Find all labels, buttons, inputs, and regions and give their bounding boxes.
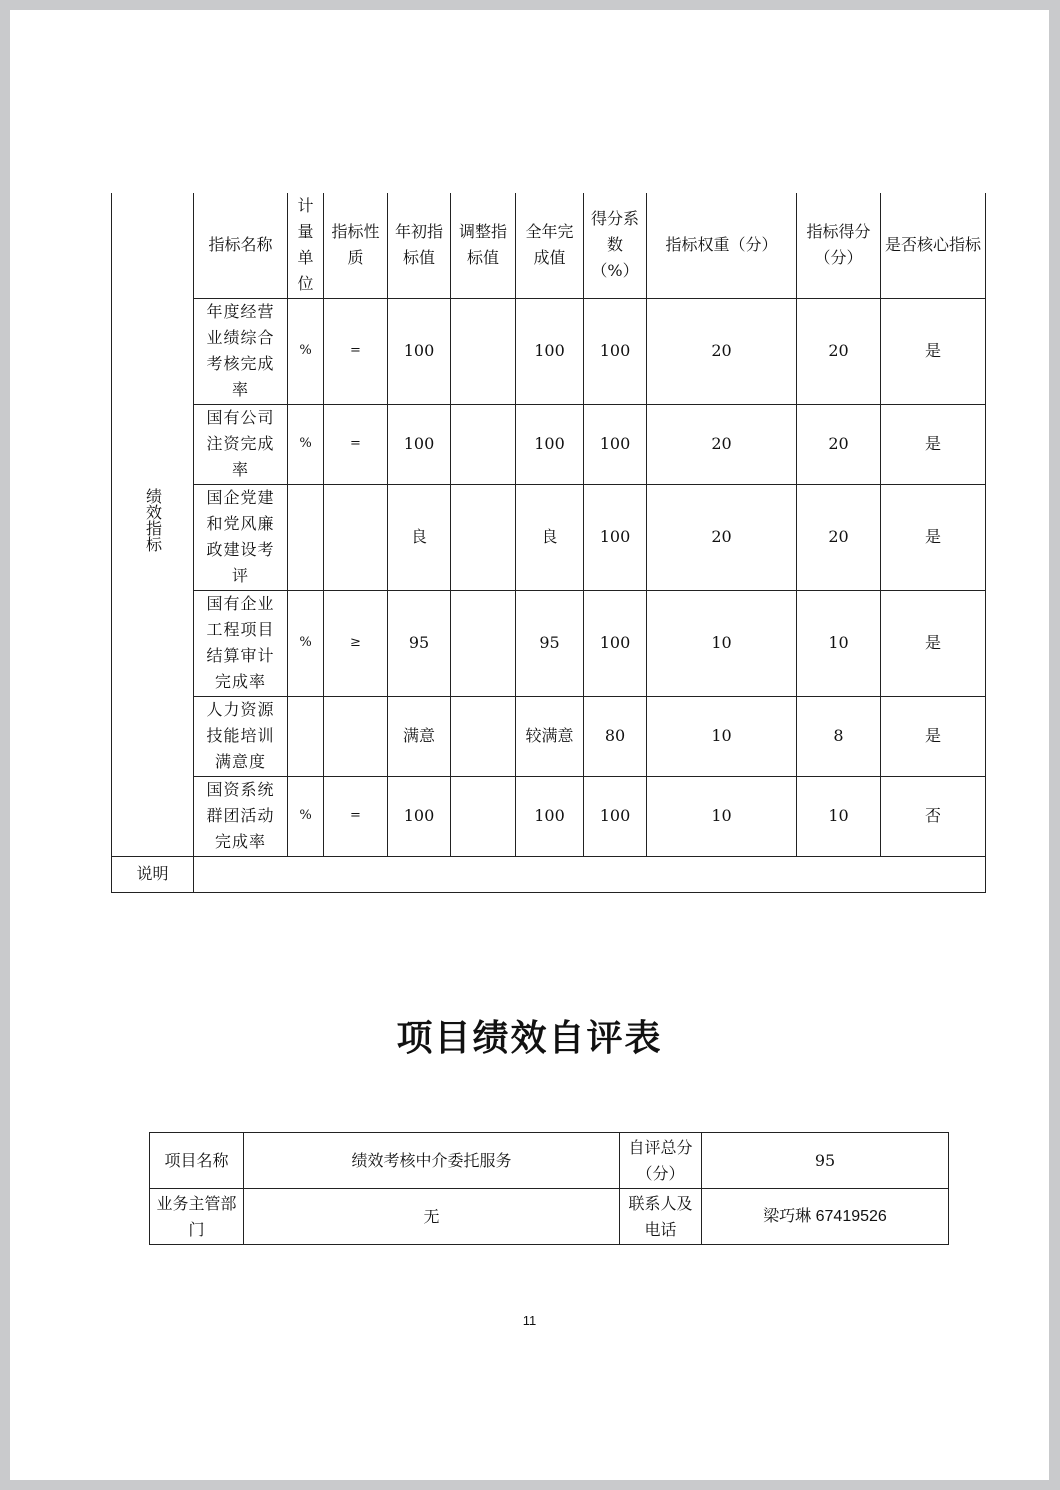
- department-label: 业务主管部门: [150, 1189, 244, 1245]
- header-initial-value: 年初指标值: [388, 193, 451, 298]
- nature-value: =: [324, 298, 388, 404]
- table-row: [112, 590, 986, 696]
- header-actual-value: 全年完成值: [516, 193, 584, 298]
- adjusted-value: [451, 590, 516, 696]
- unit-value: %: [288, 404, 324, 484]
- note-row: [112, 856, 986, 892]
- actual-value: 100: [516, 776, 584, 856]
- self-evaluation-table: [149, 1132, 949, 1245]
- initial-value: 95: [388, 590, 451, 696]
- unit-value: %: [288, 590, 324, 696]
- section-label: 绩效指标: [143, 488, 163, 553]
- coefficient-value: 100: [584, 484, 647, 590]
- header-unit: 计量单位: [288, 193, 324, 298]
- score-value: 10: [797, 776, 881, 856]
- adjusted-value: [451, 776, 516, 856]
- page-number: 11: [522, 1313, 537, 1328]
- initial-value: 100: [388, 404, 451, 484]
- unit-value: [288, 484, 324, 590]
- adjusted-value: [451, 298, 516, 404]
- document-page: [10, 10, 1049, 1480]
- coefficient-value: 100: [584, 776, 647, 856]
- indicator-name: 国有公司注资完成率: [194, 404, 288, 484]
- core-value: 是: [881, 696, 986, 776]
- table-row: [150, 1133, 949, 1189]
- nature-value: [324, 484, 388, 590]
- project-name-value: 绩效考核中介委托服务: [244, 1133, 620, 1189]
- core-value: 是: [881, 404, 986, 484]
- actual-value: 100: [516, 298, 584, 404]
- indicator-name: 国资系统群团活动完成率: [194, 776, 288, 856]
- indicator-name: 国企党建和党风廉政建设考评: [194, 484, 288, 590]
- actual-value: 较满意: [516, 696, 584, 776]
- unit-value: %: [288, 298, 324, 404]
- actual-value: 95: [516, 590, 584, 696]
- header-score: 指标得分（分）: [797, 193, 881, 298]
- contact-value: 梁巧琳 67419526: [702, 1189, 949, 1245]
- note-label: 说明: [112, 856, 194, 892]
- table-row: [150, 1189, 949, 1245]
- weight-value: 10: [647, 776, 797, 856]
- unit-value: %: [288, 776, 324, 856]
- initial-value: 100: [388, 298, 451, 404]
- contact-label: 联系人及电话: [620, 1189, 702, 1245]
- nature-value: =: [324, 404, 388, 484]
- self-score-label: 自评总分（分）: [620, 1133, 702, 1189]
- coefficient-value: 80: [584, 696, 647, 776]
- weight-value: 20: [647, 484, 797, 590]
- project-name-label: 项目名称: [150, 1133, 244, 1189]
- table-row: [112, 484, 986, 590]
- score-value: 20: [797, 484, 881, 590]
- core-value: 是: [881, 484, 986, 590]
- nature-value: [324, 696, 388, 776]
- unit-value: [288, 696, 324, 776]
- adjusted-value: [451, 484, 516, 590]
- self-score-value: 95: [702, 1133, 949, 1189]
- adjusted-value: [451, 696, 516, 776]
- initial-value: 满意: [388, 696, 451, 776]
- header-score-coefficient: 得分系数（%）: [584, 193, 647, 298]
- score-value: 8: [797, 696, 881, 776]
- department-value: 无: [244, 1189, 620, 1245]
- header-weight: 指标权重（分）: [647, 193, 797, 298]
- nature-value: =: [324, 776, 388, 856]
- weight-value: 20: [647, 298, 797, 404]
- score-value: 10: [797, 590, 881, 696]
- note-value: [194, 856, 986, 892]
- weight-value: 10: [647, 590, 797, 696]
- header-nature: 指标性质: [324, 193, 388, 298]
- coefficient-value: 100: [584, 590, 647, 696]
- header-row: [112, 193, 986, 298]
- nature-value: ≥: [324, 590, 388, 696]
- table-row: [112, 696, 986, 776]
- table-row: [112, 776, 986, 856]
- initial-value: 100: [388, 776, 451, 856]
- indicator-name: 国有企业工程项目结算审计完成率: [194, 590, 288, 696]
- coefficient-value: 100: [584, 404, 647, 484]
- actual-value: 良: [516, 484, 584, 590]
- indicator-name: 年度经营业绩综合考核完成率: [194, 298, 288, 404]
- header-core-indicator: 是否核心指标: [881, 193, 986, 298]
- coefficient-value: 100: [584, 298, 647, 404]
- initial-value: 良: [388, 484, 451, 590]
- score-value: 20: [797, 404, 881, 484]
- score-value: 20: [797, 298, 881, 404]
- actual-value: 100: [516, 404, 584, 484]
- adjusted-value: [451, 404, 516, 484]
- section-label-cell: [112, 193, 194, 856]
- core-value: 是: [881, 590, 986, 696]
- weight-value: 10: [647, 696, 797, 776]
- core-value: 否: [881, 776, 986, 856]
- header-adjusted-value: 调整指标值: [451, 193, 516, 298]
- page-title: 项目绩效自评表: [396, 1017, 663, 1059]
- weight-value: 20: [647, 404, 797, 484]
- indicator-name: 人力资源技能培训满意度: [194, 696, 288, 776]
- header-indicator-name: 指标名称: [194, 193, 288, 298]
- core-value: 是: [881, 298, 986, 404]
- performance-indicator-table: [111, 193, 986, 893]
- table-row: [112, 298, 986, 404]
- table-row: [112, 404, 986, 484]
